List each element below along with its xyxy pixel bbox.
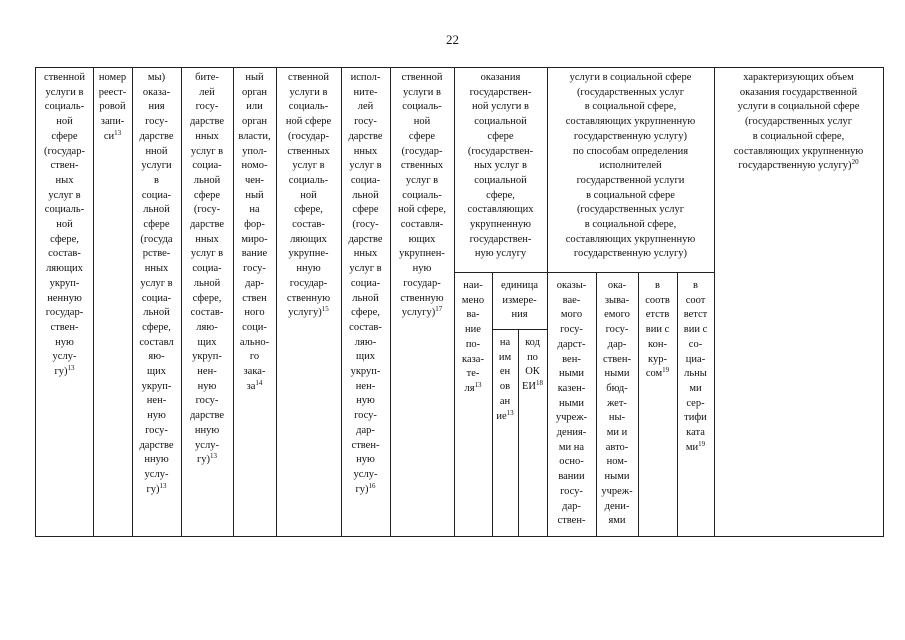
table — [35, 67, 884, 537]
col-volume-indicators: характеризующих объем оказания государственной услуги в социальной сфере (государственных услуг в социальной сфере, составляющих укрупненную государственную услугу)$^{20}$ — [733, 72, 864, 172]
col-service-form: мы) оказа- ния госу- дарстве нной услуги в социа- льной сфере (госуда рстве- нных услуг в социа- льной сфере, составл яю- щих укруп- нен- ную госу- дарстве нную услу- гу)$^{13}$ — [139, 72, 174, 495]
col-competition: в соотв етств вии с кон- кур- сом$^{19}$ — [645, 280, 670, 380]
col-service-terms: ственной услуги в социаль- ной сфере (государ- ственных услуг в социаль- ной сфере, составля- ющих укрупнен- ную государ- ственную услугу)$^{17}$ — [398, 72, 446, 319]
col-authorized-body: ный орган или орган власти, упол- номо- чен- ный на фор- миро- вание госу- дар- ствен ного соци- ально- го зака- $за^{14}$ — [238, 72, 271, 392]
row-rule — [492, 329, 547, 330]
col-unit-name: на им ен ов ан $ие^{13}$ — [496, 337, 514, 422]
col-service-content: ственной услуги в социаль- ной сфере (государ- ственных услуг в социаль- ной сфере, состав- ляющих укрупне- нную государ- ственную услугу)$^{15}$ — [285, 72, 332, 319]
col-state-institutions: оказы- вае- мого госу- дарст- вен- ными казен- ными учреж- дения- ми на осно- вании госу- дар- ствен- — [555, 280, 588, 527]
group-provider-methods-header: услуги в социальной сфере (государственных услуг в социальной сфере, составляющих укрупненную государственную услугу) по способам определения исполнителей государственной услуги в социальной сфере (государственных услуг в социальной сфере, составляющих укрупненную государственную услугу) — [565, 72, 696, 260]
col-consumer-category: бите- лей госу- дарстве нных услуг в социа- льной сфере (госу- дарстве нных услуг в социа- льной сфере, состав- ляю- щих укруп- нен- ную госу- дарстве нную услу- гу)$^{13}$ — [189, 72, 225, 466]
col-certificates: в соот ветст вии с со- циа- льны ми сер- тифи ката $ми^{19}$ — [683, 280, 708, 453]
group-volume-indicator-header: оказания государствен- ной услуги в социальной сфере (государствен- ных услуг в социальной сфере, составляющих укрупненную государствен- ную услугу — [467, 72, 534, 260]
row-rule — [454, 272, 714, 273]
col-providers: испол- ните- лей госу- дарстве нных услуг в социа- льной сфере (госу- дарстве нных услуг в социа- льной сфере, состав- ляю- щих укруп- нен- ную госу- дар- ствен- ную услу- гу)$^{16}$ — [348, 72, 383, 495]
unit-header: единица измере- ния — [500, 280, 538, 321]
col-budget-institutions: ока- зыва- емого госу- дар- ствен- ными бюд- жет- ны- ми и авто- ном- ными учреж- дени- ями — [601, 280, 633, 527]
col-unit-code: код по ОК ЕИ$^{18}$ — [522, 337, 543, 393]
col-registry-number: номер реест- ровой запи- $си^{13}$ — [98, 72, 127, 142]
col-indicator-name: наи- мено ва- ние по- каза- те- $ля^{13}$ — [461, 280, 485, 394]
page-number: 22 — [446, 32, 459, 47]
col-service-name: ственной услуги в социаль- ной сфере (государ- ствен- ных услуг в социаль- ной сфере, состав- ляющих укруп- ненную государ- ствен- ную услу- гу)$^{13}$ — [44, 72, 85, 378]
